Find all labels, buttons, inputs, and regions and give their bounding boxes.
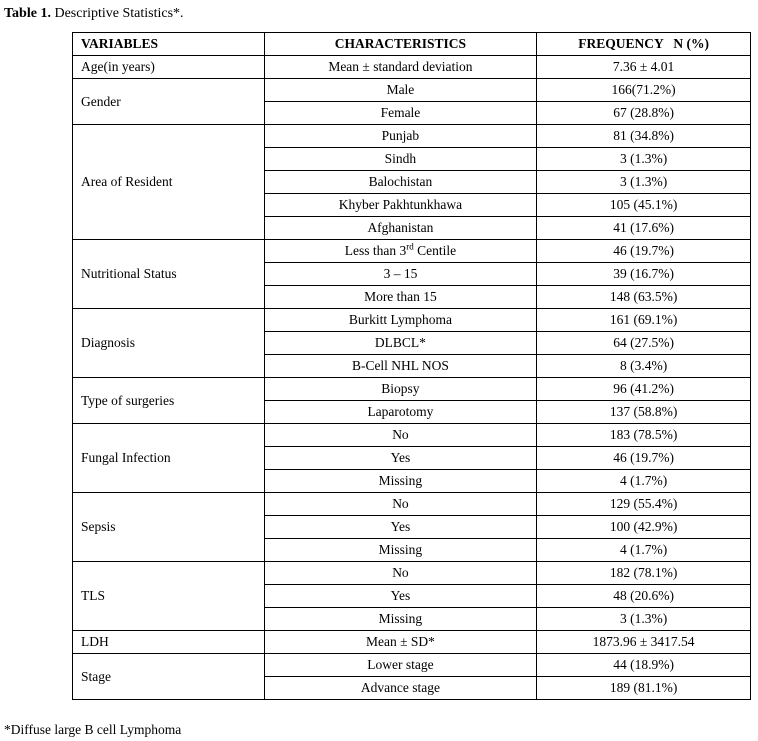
header-row bbox=[73, 33, 751, 56]
frequency-cell: 44 (18.9%) bbox=[537, 654, 751, 677]
characteristic-cell: Mean ± standard deviation bbox=[264, 56, 537, 79]
variable-cell: Gender bbox=[73, 79, 265, 125]
frequency-cell: 81 (34.8%) bbox=[537, 125, 751, 148]
frequency-cell: 129 (55.4%) bbox=[537, 493, 751, 516]
frequency-cell: 7.36 ± 4.01 bbox=[537, 56, 751, 79]
characteristic-cell: Missing bbox=[264, 470, 537, 493]
characteristic-cell: B-Cell NHL NOS bbox=[264, 355, 537, 378]
frequency-cell: 48 (20.6%) bbox=[537, 585, 751, 608]
characteristic-cell: Sindh bbox=[264, 148, 537, 171]
characteristic-cell bbox=[264, 240, 537, 263]
characteristic-text-suffix: Centile bbox=[413, 243, 457, 258]
table-row bbox=[73, 378, 751, 401]
frequency-cell: 189 (81.1%) bbox=[537, 677, 751, 700]
frequency-cell: 105 (45.1%) bbox=[537, 194, 751, 217]
characteristic-cell: Khyber Pakhtunkhawa bbox=[264, 194, 537, 217]
characteristic-cell: No bbox=[264, 424, 537, 447]
frequency-cell: 183 (78.5%) bbox=[537, 424, 751, 447]
characteristic-cell: 3 – 15 bbox=[264, 263, 537, 286]
characteristic-cell: Female bbox=[264, 102, 537, 125]
characteristic-cell: Advance stage bbox=[264, 677, 537, 700]
table-title: Descriptive Statistics*. bbox=[50, 6, 184, 21]
characteristic-cell: Balochistan bbox=[264, 171, 537, 194]
characteristic-text: Less than 3 bbox=[344, 243, 407, 258]
table-row bbox=[73, 309, 751, 332]
table-label: Table 1. bbox=[4, 6, 51, 21]
frequency-cell: 3 (1.3%) bbox=[537, 171, 751, 194]
table-row bbox=[73, 493, 751, 516]
frequency-cell: 96 (41.2%) bbox=[537, 378, 751, 401]
frequency-cell: 148 (63.5%) bbox=[537, 286, 751, 309]
characteristic-cell: Laparotomy bbox=[264, 401, 537, 424]
characteristic-cell: More than 15 bbox=[264, 286, 537, 309]
frequency-cell: 3 (1.3%) bbox=[537, 148, 751, 171]
variable-cell: Area of Resident bbox=[73, 125, 265, 240]
variable-cell: Fungal Infection bbox=[73, 424, 265, 493]
characteristic-cell: Biopsy bbox=[264, 378, 537, 401]
variable-cell: Nutritional Status bbox=[73, 240, 265, 309]
frequency-cell: 100 (42.9%) bbox=[537, 516, 751, 539]
table-row bbox=[73, 654, 751, 677]
frequency-cell: 67 (28.8%) bbox=[537, 102, 751, 125]
frequency-cell: 137 (58.8%) bbox=[537, 401, 751, 424]
variable-cell: Stage bbox=[73, 654, 265, 700]
frequency-cell: 46 (19.7%) bbox=[537, 240, 751, 263]
characteristic-cell: Yes bbox=[264, 516, 537, 539]
variable-cell: Sepsis bbox=[73, 493, 265, 562]
variable-cell: Age(in years) bbox=[73, 56, 265, 79]
frequency-cell: 161 (69.1%) bbox=[537, 309, 751, 332]
characteristic-cell: Missing bbox=[264, 608, 537, 631]
table-row bbox=[73, 240, 751, 263]
table-caption bbox=[4, 6, 184, 22]
variable-cell: Diagnosis bbox=[73, 309, 265, 378]
frequency-cell: 4 (1.7%) bbox=[537, 539, 751, 562]
frequency-cell: 39 (16.7%) bbox=[537, 263, 751, 286]
characteristic-cell: Punjab bbox=[264, 125, 537, 148]
descriptive-statistics-table bbox=[72, 32, 751, 700]
variable-cell: TLS bbox=[73, 562, 265, 631]
table-row bbox=[73, 56, 751, 79]
characteristic-cell: Male bbox=[264, 79, 537, 102]
frequency-cell: 166(71.2%) bbox=[537, 79, 751, 102]
table-row bbox=[73, 631, 751, 654]
characteristic-cell: Yes bbox=[264, 447, 537, 470]
frequency-cell: 64 (27.5%) bbox=[537, 332, 751, 355]
characteristic-cell: No bbox=[264, 562, 537, 585]
frequency-cell: 182 (78.1%) bbox=[537, 562, 751, 585]
characteristic-cell: Mean ± SD* bbox=[264, 631, 537, 654]
table-row bbox=[73, 79, 751, 102]
frequency-cell: 41 (17.6%) bbox=[537, 217, 751, 240]
characteristic-cell: No bbox=[264, 493, 537, 516]
frequency-cell: 3 (1.3%) bbox=[537, 608, 751, 631]
variable-cell: Type of surgeries bbox=[73, 378, 265, 424]
frequency-cell: 4 (1.7%) bbox=[537, 470, 751, 493]
frequency-cell: 8 (3.4%) bbox=[537, 355, 751, 378]
frequency-cell: 46 (19.7%) bbox=[537, 447, 751, 470]
frequency-cell: 1873.96 ± 3417.54 bbox=[537, 631, 751, 654]
table-row bbox=[73, 562, 751, 585]
header-characteristics: CHARACTERISTICS bbox=[264, 33, 537, 56]
characteristic-cell: Lower stage bbox=[264, 654, 537, 677]
footnote: *Diffuse large B cell Lymphoma bbox=[4, 722, 182, 737]
characteristic-cell: Afghanistan bbox=[264, 217, 537, 240]
characteristic-cell: DLBCL* bbox=[264, 332, 537, 355]
characteristic-cell: Burkitt Lymphoma bbox=[264, 309, 537, 332]
characteristic-superscript: rd bbox=[406, 241, 414, 252]
table-row bbox=[73, 125, 751, 148]
characteristic-cell: Missing bbox=[264, 539, 537, 562]
header-frequency: FREQUENCY N (%) bbox=[537, 33, 751, 56]
header-variables: VARIABLES bbox=[73, 33, 265, 56]
characteristic-cell: Yes bbox=[264, 585, 537, 608]
table-row bbox=[73, 424, 751, 447]
variable-cell: LDH bbox=[73, 631, 265, 654]
